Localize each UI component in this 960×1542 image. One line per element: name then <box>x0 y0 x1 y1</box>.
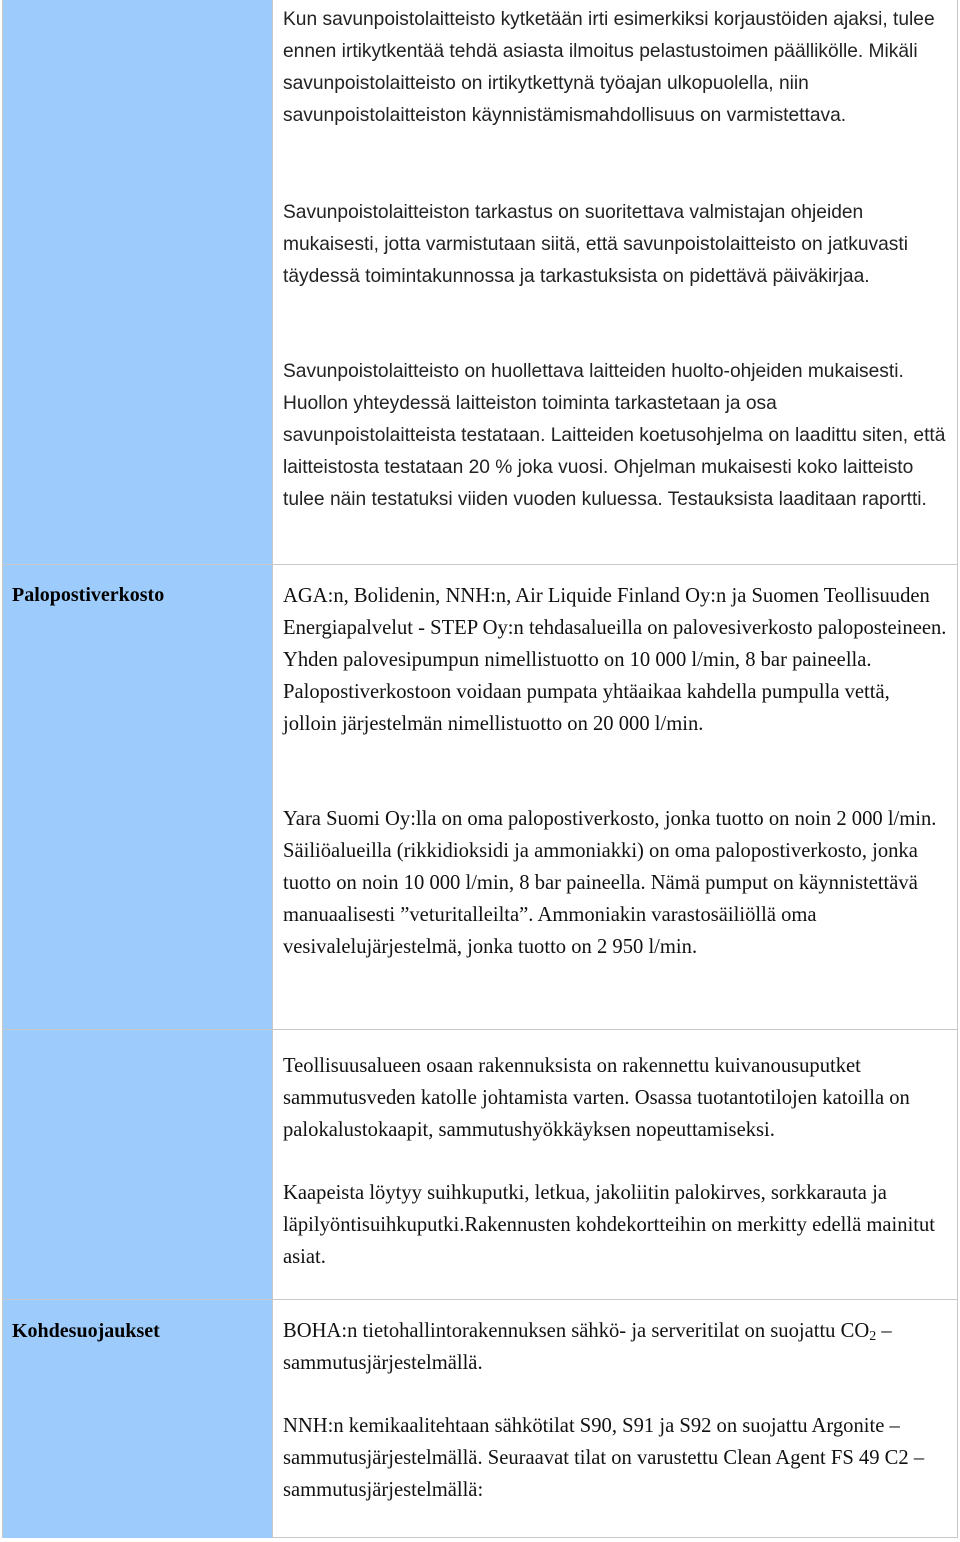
paragraph: Teollisuusalueen osaan rakennuksista on rakennettu kuivanousuputket sammutusveden katolle johtamista varten. Osassa tuotantotilojen katoilla on palokalustokaapit, sammutushyökkäyksen nopeuttamiseksi. <box>283 1055 910 1141</box>
row-label: Palopostiverkosto <box>12 584 165 606</box>
table-row <box>3 565 957 1030</box>
table-row <box>3 0 957 565</box>
content-table <box>2 0 958 1538</box>
label-cell <box>3 0 273 564</box>
paragraph-text: BOHA:n tietohallintorakennuksen sähkö- ja serveritilat on suojattu CO <box>283 1320 870 1342</box>
table-row <box>3 1030 957 1300</box>
paragraph: Savunpoistolaitteisto on huollettava laitteiden huolto-ohjeiden mukaisesti. Huollon yhteydessä laitteiston toiminta tarkastetaan ja osa savunpoistolaitteista testataan. Laitteiden koetusohjelma on laadittu siten, että laitteistosta testataan 20 % joka vuosi. Ohjelman mukaisesti koko laitteisto tulee näin testatuksi viiden vuoden kuluessa. Testauksista laaditaan raportti. <box>283 361 946 510</box>
paragraph: Yara Suomi Oy:lla on oma palopostiverkosto, jonka tuotto on noin 2 000 l/min. Säiliöalueilla (rikkidioksidi ja ammoniakki) on oma palopostiverkosto, jonka tuotto on noin 10 000 l/min, 8 bar paineella. Nämä pumput on käynnistettävä manuaalisesti ”veturitalleilta”. Ammoniakin varastosäiliöllä oma vesivalelujärjestelmä, jonka tuotto on 2 950 l/min. <box>283 808 937 958</box>
row-label: Kohdesuojaukset <box>12 1320 160 1342</box>
paragraph: Kun savunpoistolaitteisto kytketään irti esimerkiksi korjaustöiden ajaksi, tulee ennen irtikytkentää tehdä asiasta ilmoitus pelastustoimen päällikölle. Mikäli savunpoistolaitteisto on irtikytkettynä työajan ulkopuolella, niin savunpoistolaitteiston käynnistämismahdollisuus on varmistettava. <box>283 9 935 126</box>
subscript: 2 <box>869 1329 877 1344</box>
content-cell <box>274 1300 957 1538</box>
label-cell <box>3 1030 273 1299</box>
paragraph-text: – sammutusjärjestelmällä. <box>283 1320 892 1374</box>
paragraph: Kaapeista löytyy suihkuputki, letkua, jakoliitin palokirves, sorkkarauta ja läpilyöntisuihkuputki.Rakennusten kohdekortteihin on merkitty edellä mainitut asiat. <box>283 1182 936 1268</box>
content-cell <box>274 0 957 564</box>
content-cell <box>274 565 957 1029</box>
paragraph <box>283 1315 947 1379</box>
label-cell <box>3 565 273 1029</box>
table-row <box>3 1300 957 1538</box>
content-cell <box>274 1030 957 1299</box>
paragraph: Savunpoistolaitteiston tarkastus on suoritettava valmistajan ohjeiden mukaisesti, jotta varmistutaan siitä, että savunpoistolaitteisto on jatkuvasti täydessä toimintakunnossa ja tarkastuksista on pidettävä päiväkirjaa. <box>283 202 908 287</box>
label-cell <box>3 1300 273 1538</box>
paragraph: NNH:n kemikaalitehtaan sähkötilat S90, S91 ja S92 on suojattu Argonite – sammutusjärjestelmällä. Seuraavat tilat on varustettu Clean Agent FS 49 C2 – sammutusjärjestelmällä: <box>283 1415 925 1501</box>
paragraph: AGA:n, Bolidenin, NNH:n, Air Liquide Finland Oy:n ja Suomen Teollisuuden Energiapalvelut - STEP Oy:n tehdasalueilla on palovesiverkosto paloposteineen. Yhden palovesipumpun nimellistuotto on 10 000 l/min, 8 bar paineella. Palopostiverkostoon voidaan pumpata yhtäaikaa kahdella pumpulla vettä, jolloin järjestelmän nimellistuotto on 20 000 l/min. <box>283 585 947 735</box>
